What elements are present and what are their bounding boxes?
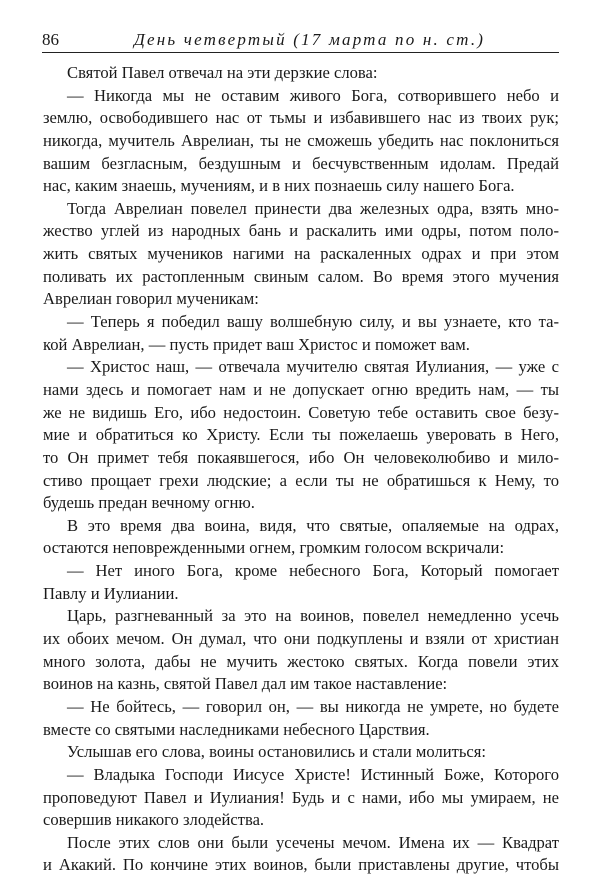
text-line: Аврелиан говорил мученикам: — [43, 289, 259, 309]
paragraph — [43, 62, 559, 85]
text-line: — Владыка Господи Иисусе Христе! Истинный Боже, Которого — [67, 764, 559, 784]
text-line: много золота, дабы не мучить жестоко святых. Когда повели этих — [43, 651, 559, 671]
page-number: 86 — [42, 30, 59, 49]
text-line: жить святых мучеников нагими на раскаленных одрах и при этом — [43, 244, 559, 264]
text-line: нами здесь и помогает нам и не допускает огню вредить нам, — ты — [43, 379, 559, 399]
text-line: же не видишь Его, ибо недостоин. Советую тебе оставить свое безу- — [43, 402, 559, 422]
text-line: — Теперь я победил вашу волшебную силу, и вы узнаете, кто та- — [67, 312, 559, 332]
paragraph — [43, 356, 559, 514]
text-line: Павлу и Иулиании. — [43, 583, 179, 603]
text-line: мие и обратиться ко Христу. Если ты пожелаешь уверовать в Него, — [43, 425, 559, 445]
text-line: В это время два воина, видя, что святые, опаляемые на одрах, — [67, 515, 559, 535]
paragraph — [43, 696, 559, 741]
text-line: вашим безгласным, бездушным и бесчувственным идолам. Предай — [43, 153, 559, 173]
text-line: — Нет иного Бога, кроме небесного Бога, Который помогает — [67, 561, 559, 581]
text-line: остаются неповрежденными огнем, громким голосом вскричали: — [43, 538, 505, 558]
text-line: Услышав его слова, воины остановились и стали молиться: — [67, 742, 487, 762]
text-line: их обоих мечом. Он думал, что они подкуплены и взяли от христиан — [43, 629, 559, 649]
paragraph — [43, 764, 559, 832]
paragraph — [43, 311, 559, 356]
running-header — [42, 28, 559, 53]
paragraph — [43, 198, 559, 311]
text-line: Святой Павел отвечал на эти дерзкие слова: — [67, 63, 378, 82]
text-line: стиво прощает грехи людские; а если ты не обратишься к Нему, то — [43, 470, 559, 490]
text-line: никогда, мучитель Аврелиан, ты не сможешь убедить нас поклониться — [43, 130, 559, 150]
paragraph — [43, 560, 559, 605]
text-line: то Он примет тебя покаявшегося, ибо Он человеколюбиво и мило- — [43, 447, 559, 467]
page-body-text — [43, 62, 559, 877]
text-line: проповедуют Павел и Иулиания! Будь и с нами, ибо мы умираем, не — [43, 787, 559, 807]
text-line: После этих слов они были усечены мечом. Имена их — Квадрат — [67, 832, 559, 852]
paragraph — [43, 85, 559, 198]
text-line: кой Аврелиан, — пусть придет ваш Христос и поможет вам. — [43, 334, 470, 354]
text-line: Тогда Аврелиан повелел принести два железных одра, взять мно- — [67, 198, 559, 218]
text-line: нас, каким знаешь, мучениям, и в них познаешь силу нашего Бога. — [43, 176, 515, 196]
paragraph — [43, 832, 559, 877]
text-line: воинов на казнь, святой Павел дал им такое наставление: — [43, 674, 448, 694]
text-line: — Христос наш, — отвечала мучителю святая Иулиания, — уже с — [67, 357, 559, 377]
text-line: землю, освободившего нас от тьмы и избавившего нас из твоих рук; — [43, 108, 559, 128]
text-line: Царь, разгневанный за это на воинов, повелел немедленно усечь — [67, 606, 559, 626]
text-line: и Акакий. По кончине этих воинов, были приставлены другие, чтобы — [43, 855, 559, 875]
text-line: — Никогда мы не оставим живого Бога, сотворившего небо и — [67, 85, 559, 105]
paragraph — [43, 605, 559, 696]
text-line: поливать их растопленным свиным салом. Во время этого мучения — [43, 266, 559, 286]
text-line: совершив никакого злодейства. — [43, 810, 265, 830]
text-line: вместе со святыми наследниками небесного Царствия. — [43, 719, 430, 739]
text-line: жество углей из народных бань и раскалить ими одры, потом поло- — [43, 221, 559, 241]
running-title: День четвертый (17 марта по н. ст.) — [134, 30, 486, 49]
paragraph — [43, 741, 559, 764]
paragraph — [43, 515, 559, 560]
text-line: будешь предан вечному огню. — [43, 493, 255, 513]
text-line: — Не бойтесь, — говорил он, — вы никогда не умрете, но будете — [67, 696, 559, 716]
